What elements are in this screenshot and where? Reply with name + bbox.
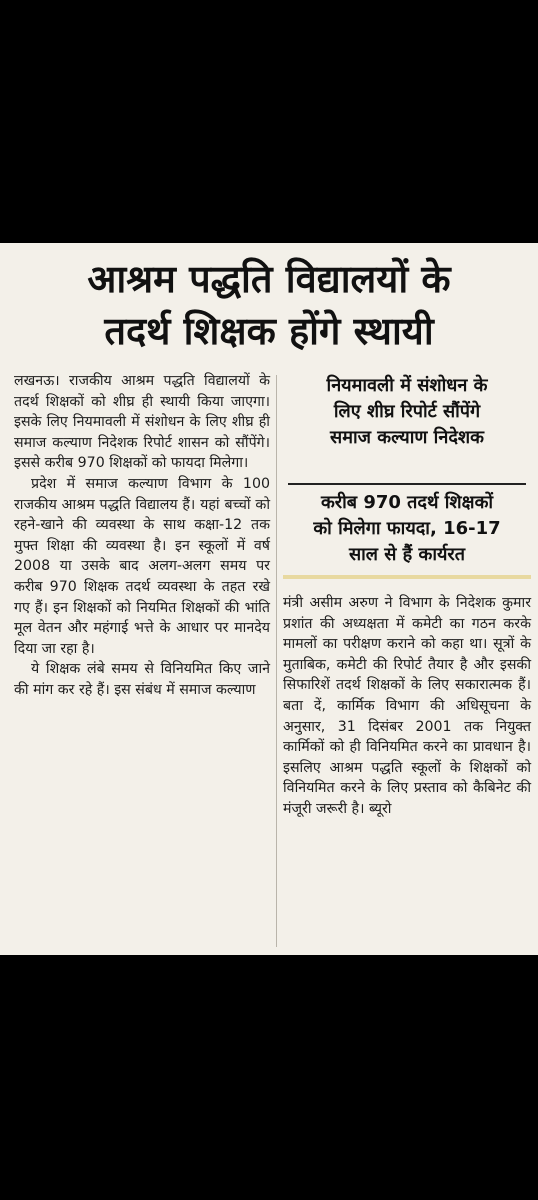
deck-2	[283, 490, 531, 568]
right-paragraph-1: मंत्री असीम अरुण ने विभाग के निदेशक कुमार प्रशांत की अध्यक्षता में कमेटी का गठन करके मामलों का परीक्षण कराने को कहा था। सूत्रों के मुताबिक, कमेटी की रिपोर्ट तैयार है और इसकी सिफारिशें तदर्थ शिक्षकों के लिए सकारात्मक हैं। बता दें, कार्मिक विभाग की अधिसूचना के अनुसार, 31 दिसंबर 2001 तक नियुक्त कार्मिकों को ही विनियमित करने का प्रावधान है। इसलिए आश्रम पद्धति स्कूलों के शिक्षकों को विनियमित करने के लिए प्रस्ताव को कैबिनेट की मंजूरी जरूरी है। ब्यूरो	[283, 595, 531, 817]
right-column	[283, 593, 531, 820]
deck-1	[283, 373, 531, 451]
deck-1-line: लिए शीघ्र रिपोर्ट सौंपेंगे	[333, 401, 481, 422]
headline-line-1: आश्रम पद्धति विद्यालयों के	[87, 256, 451, 301]
newspaper-clipping	[0, 243, 538, 955]
left-column	[14, 371, 270, 701]
deck-1-line: समाज कल्याण निदेशक	[330, 427, 484, 448]
deck-underline	[283, 575, 531, 579]
headline-line-2: तदर्थ शिक्षक होंगे स्थायी	[104, 308, 434, 353]
headline	[10, 253, 528, 368]
deck-divider	[288, 483, 526, 485]
left-paragraph-3: ये शिक्षक लंबे समय से विनियमित किए जाने की मांग कर रहे हैं। इस संबंध में समाज कल्याण	[14, 661, 270, 698]
deck-2-line: करीब 970 तदर्थ शिक्षकों	[320, 492, 494, 513]
left-paragraph-1: लखनऊ। राजकीय आश्रम पद्धति विद्यालयों के तदर्थ शिक्षकों को शीघ्र ही स्थायी किया जाएगा। इसके लिए नियमावली में संशोधन के लिए शीघ्र ही समाज कल्याण निदेशक रिपोर्ट शासन को सौंपेंगे। इससे करीब 970 शिक्षकों को फायदा मिलेगा।	[14, 373, 270, 472]
deck-1-line: नियमावली में संशोधन के	[326, 375, 488, 396]
deck-2-line: को मिलेगा फायदा, 16-17	[313, 518, 501, 539]
deck-2-line: साल से हैं कार्यरत	[348, 544, 466, 565]
left-paragraph-2: प्रदेश में समाज कल्याण विभाग के 100 राजकीय आश्रम पद्धति विद्यालय हैं। यहां बच्चों को रहने-खाने की व्यवस्था के साथ कक्षा-12 तक मुफ्त शिक्षा की व्यवस्था है। इन स्कूलों में वर्ष 2008 या उसके बाद अलग-अलग समय पर करीब 970 शिक्षक तदर्थ व्यवस्था के तहत रखे गए हैं। इन शिक्षकों को नियमित शिक्षकों की भांति मूल वेतन और महंगाई भत्ते के आधार पर मानदेय दिया जा रहा है।	[14, 475, 270, 657]
column-divider	[276, 375, 277, 947]
